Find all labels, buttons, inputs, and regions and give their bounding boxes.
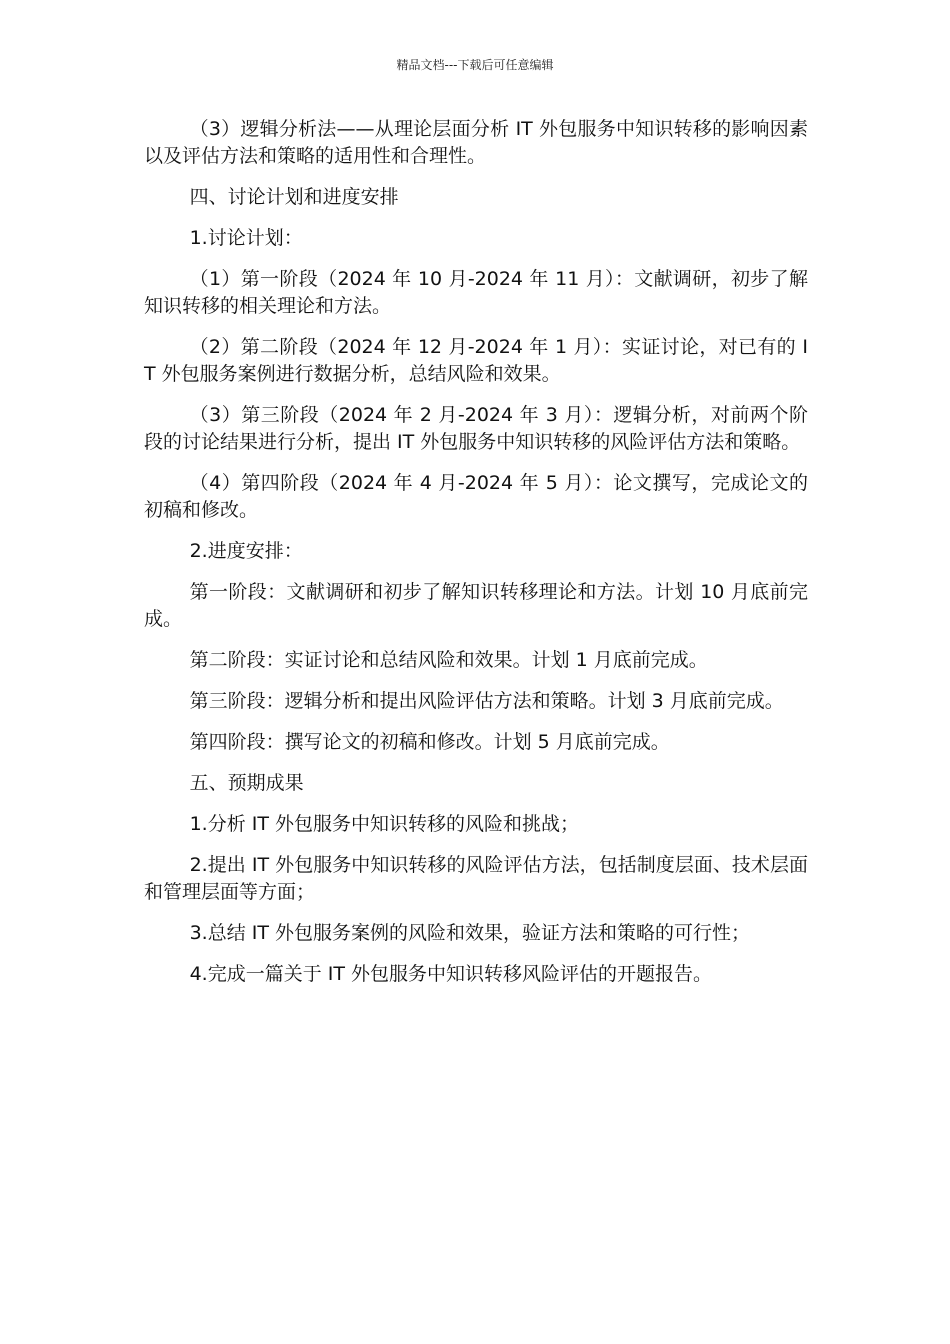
expected-result-3: 3.总结 IT 外包服务案例的风险和效果，验证方法和策略的可行性； — [189, 922, 751, 944]
subheading-discussion-plan: 1.讨论计划： — [189, 227, 303, 249]
document-body — [144, 116, 808, 1002]
section-heading-plan-schedule: 四、讨论计划和进度安排 — [189, 186, 399, 208]
section-heading-expected-results: 五、预期成果 — [189, 772, 304, 794]
schedule-stage-3: 第三阶段：逻辑分析和提出风险评估方法和策略。计划 3 月底前完成。 — [189, 690, 784, 712]
expected-result-1: 1.分析 IT 外包服务中知识转移的风险和挑战； — [189, 813, 580, 835]
plan-stage-3: （3）第三阶段（2024 年 2 月-2024 年 3 月）：逻辑分析，对前两个阶段的讨论结果进行分析，提出 IT 外包服务中知识转移的风险评估方法和策略。 — [144, 404, 808, 453]
schedule-stage-2: 第二阶段：实证讨论和总结风险和效果。计划 1 月底前完成。 — [189, 649, 708, 671]
schedule-stage-4: 第四阶段：撰写论文的初稿和修改。计划 5 月底前完成。 — [189, 731, 670, 753]
expected-result-4: 4.完成一篇关于 IT 外包服务中知识转移风险评估的开题报告。 — [189, 963, 713, 985]
subheading-progress-schedule: 2.进度安排： — [189, 540, 303, 562]
schedule-stage-1: 第一阶段：文献调研和初步了解知识转移理论和方法。计划 10 月底前完成。 — [144, 581, 808, 630]
page-header: 精品文档---下载后可任意编辑 — [396, 58, 554, 72]
plan-stage-2: （2）第二阶段（2024 年 12 月-2024 年 1 月）：实证讨论，对已有的 IT 外包服务案例进行数据分析，总结风险和效果。 — [144, 336, 808, 385]
expected-result-2: 2.提出 IT 外包服务中知识转移的风险评估方法，包括制度层面、技术层面和管理层面等方面； — [144, 854, 808, 903]
paragraph-logic-analysis-method: （3）逻辑分析法——从理论层面分析 IT 外包服务中知识转移的影响因素以及评估方法和策略的适用性和合理性。 — [144, 118, 808, 167]
plan-stage-1: （1）第一阶段（2024 年 10 月-2024 年 11 月）：文献调研，初步了解知识转移的相关理论和方法。 — [144, 268, 808, 317]
plan-stage-4: （4）第四阶段（2024 年 4 月-2024 年 5 月）：论文撰写，完成论文的初稿和修改。 — [144, 472, 808, 521]
